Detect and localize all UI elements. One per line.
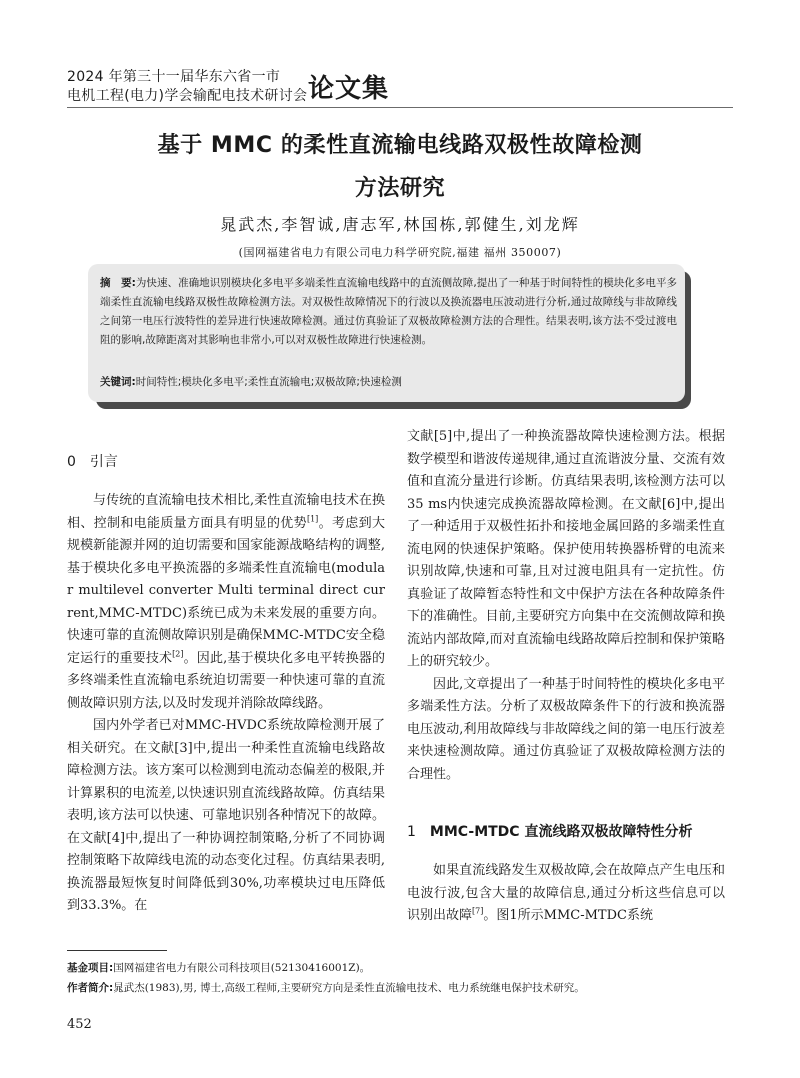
section-heading-intro — [67, 451, 118, 471]
right-column — [407, 426, 725, 786]
funding-footnote — [67, 960, 370, 975]
citation: [2] — [172, 649, 184, 659]
header-divider — [67, 107, 733, 108]
section1-paragraph-1 — [407, 860, 725, 928]
section-heading-1 — [407, 821, 692, 841]
keywords — [100, 374, 677, 389]
page-number: 452 — [67, 1017, 92, 1032]
conference-name-line1: 2024 年第三十一届华东六省一市 — [67, 69, 281, 85]
affiliation: (国网福建省电力有限公司电力科学研究院,福建 福州 350007) — [238, 246, 562, 259]
text-run: 与传统的直流输电技术相比,柔性直流输电技术在换相、控制和电能质量方面具有明显的优势 — [67, 493, 385, 531]
author-bio-text: 晁武杰(1983),男, 博士,高级工程师,主要研究方向是柔性直流输电技术、电力系统继电保护技术研究。 — [113, 982, 585, 994]
text-run: 如果直流线路发生双极故障,会在故障点产生电压和电波行波,包含大量的故障信息,通过分析这些信息可以识别出故障 — [407, 863, 725, 923]
footnote-divider — [67, 950, 167, 951]
keywords-text: 时间特性;模块化多电平;柔性直流输电;双极故障;快速检测 — [135, 376, 402, 388]
intro-paragraph-1 — [67, 490, 385, 715]
intro-paragraph-4: 因此,文章提出了一种基于时间特性的模块化多电平多端柔性方法。分析了双极故障条件下的行波和换流器电压波动,利用故障线与非故障线之间的第一电压行波差来快速检测故障。通过仿真验证了双极故障检测方法的合理性。 — [407, 676, 725, 782]
paper-title-line2: 方法研究 — [354, 176, 446, 201]
text-run: 。因此,基于模块化多电平转换器的多终端柔性直流输电系统迫切需要一种快速可靠的直流侧故障识别方法,以及时发现并消除故障线路。 — [67, 650, 385, 711]
author-bio-footnote — [67, 980, 585, 995]
left-column — [67, 490, 385, 918]
abstract-text: 为快速、准确地识别模块化多电平多端柔性直流输电线路中的直流侧故障,提出了一种基于时间特性的模块化多电平多端柔性直流输电线路双极性故障检测方法。对双极性故障情况下的行波以及换流器电压波动进行分析,通过故障线与非故障线之间第一电压行波特性的差异进行快速故障检测。通过仿真验证了双极故障检测方法的合理性。结果表明,该方法不受过渡电阻的影响,故障距离对其影响也非常小,可以对双极性故障进行快速检测。 — [100, 277, 677, 346]
section-title: MMC-MTDC 直流线路双极故障特性分析 — [429, 824, 693, 840]
proceedings-badge: 论文集 — [308, 74, 390, 104]
intro-paragraph-3: 文献[5]中,提出了一种换流器故障快速检测方法。根据数学模型和谐波传递规律,通过直流谐波分量、交流有效值和直流分量进行诊断。仿真结果表明,该检测方法可以35 ms内快速完成换流器故障检测。在文献[6]中,提出了一种适用于双极性拓扑和接地金属回路的多端柔性直流电网的快速保护策略。保护使用转换器桥臂的电流来识别故障,快速和可靠,且对过渡电阻具有一定抗性。仿真验证了故障暂态特性和文中保护方法在各种故障条件下的准确性。目前,主要研究方向集中在交流侧故障和换流站内部故障,而对直流输电线路故障后控制和保护策略上的研究较少。 — [407, 429, 725, 669]
paper-title-line1: 基于 MMC 的柔性直流输电线路双极性故障检测 — [157, 133, 643, 158]
text-run: 。考虑到大规模新能源并网的迫切需要和国家能源战略结构的调整,基于模块化多电平换流器的多端柔性直流输电(modular multilevel converter Multi terminal direct current,MMC-MTDC)系统已成为未来发展的重要方向。快速可靠的直流侧故障识别是确保MMC-MTDC安全稳定运行的重要技术 — [67, 515, 385, 666]
conference-name-line2: 电机工程(电力)学会输配电技术研讨会 — [67, 88, 308, 104]
intro-paragraph-2: 国内外学者已对MMC-HVDC系统故障检测开展了相关研究。在文献[3]中,提出一种柔性直流输电线路故障检测方法。该方案可以检测到电流动态偏差的极限,并计算累积的电流差,以快速识别直流线路故障。仿真结果表明,该方法可以快速、可靠地识别各种情况下的故障。在文献[4]中,提出了一种协调控制策略,分析了不同协调控制策略下故障线电流的动态变化过程。仿真结果表明,换流器最短恢复时间降低到30%,功率模块过电压降低到33.3%。在 — [67, 718, 385, 913]
author-bio-label: 作者简介: — [67, 982, 114, 994]
section-number: 0 — [67, 454, 76, 470]
funding-text: 国网福建省电力有限公司科技项目(52130416001Z)。 — [113, 962, 371, 974]
abstract-label: 摘 要: — [100, 277, 136, 289]
author-list: 晁武杰,李智诚,唐志军,林国栋,郭健生,刘龙辉 — [220, 215, 580, 234]
right-column-section1 — [407, 860, 725, 928]
citation: [1] — [306, 514, 319, 524]
text-run: 。图1所示MMC-MTDC系统 — [483, 908, 653, 923]
keywords-label: 关键词: — [100, 376, 136, 388]
funding-label: 基金项目: — [67, 962, 114, 974]
section-number: 1 — [407, 824, 416, 840]
citation: [7] — [472, 906, 484, 916]
conference-header — [67, 66, 735, 106]
section-title: 引言 — [89, 454, 118, 470]
abstract — [100, 274, 677, 350]
